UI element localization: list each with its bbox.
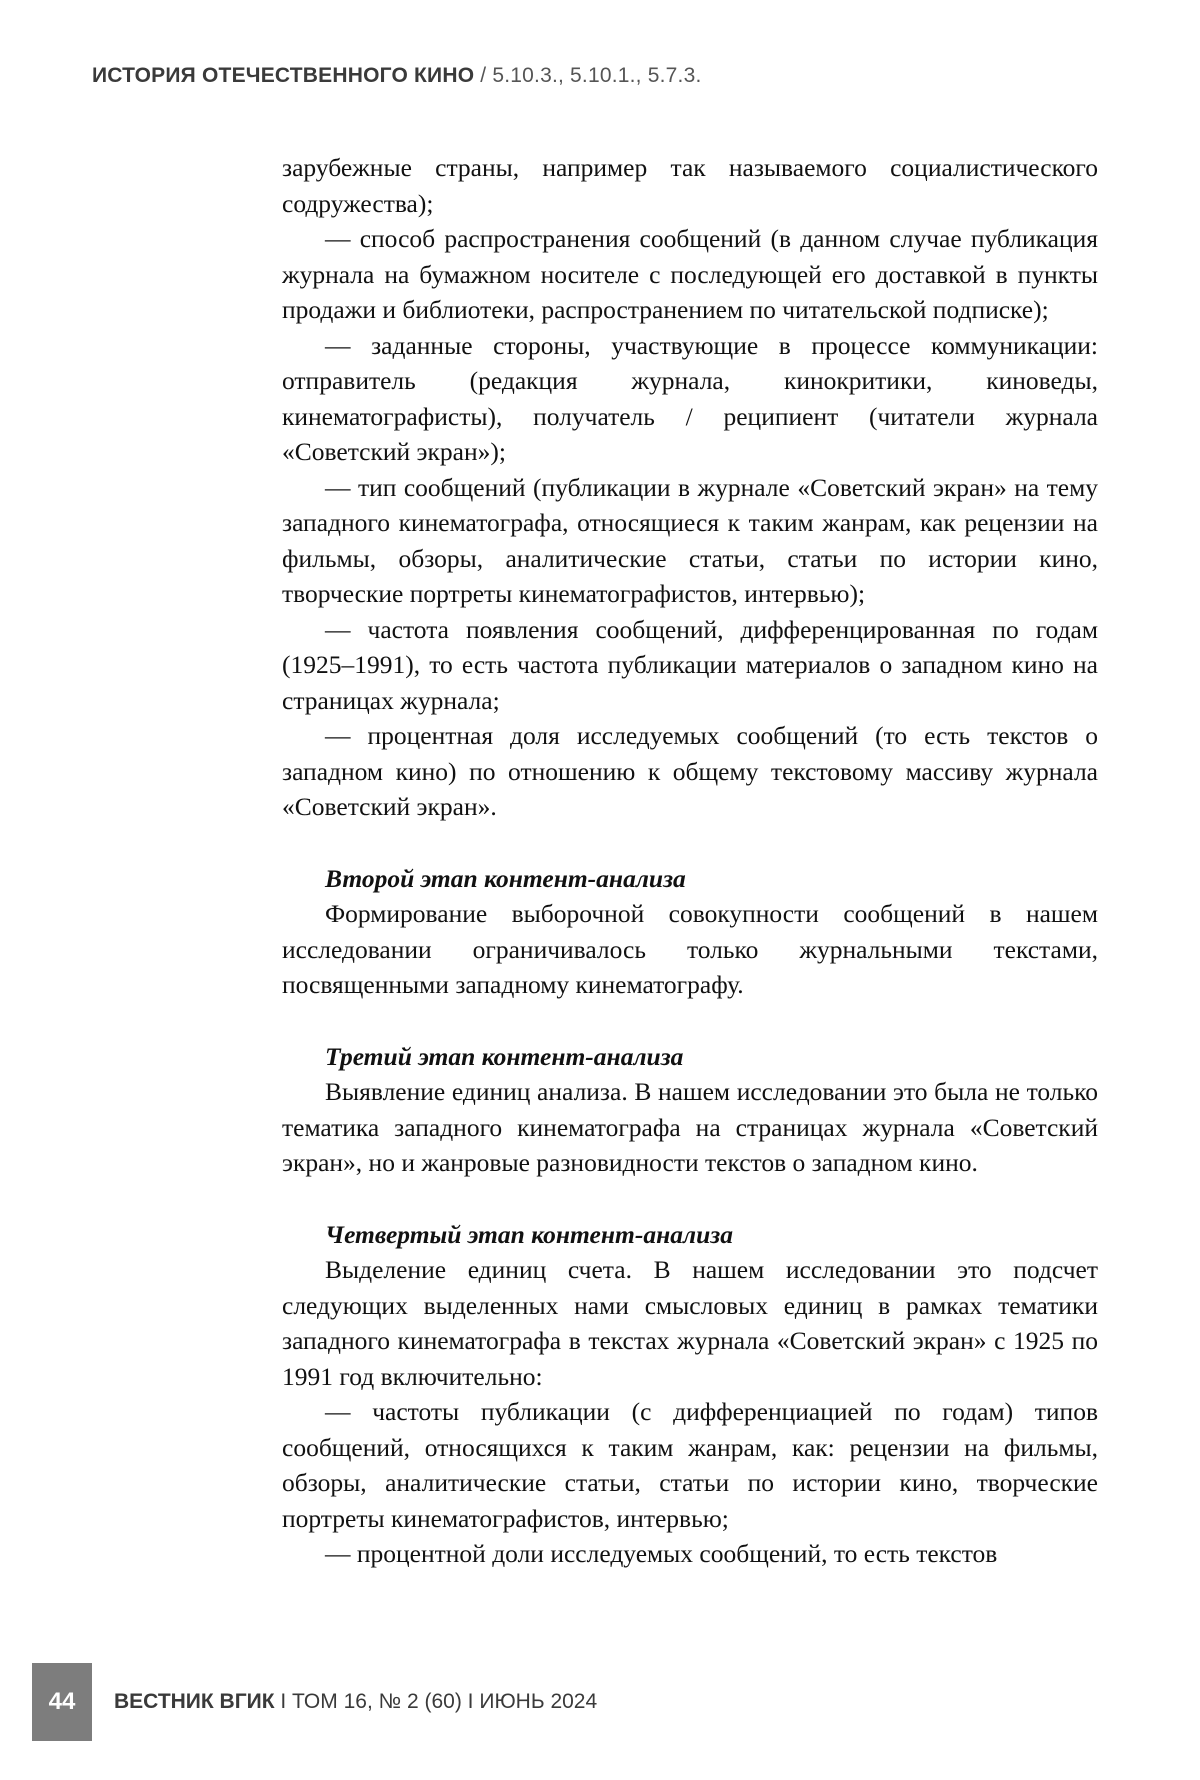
page-number: 44 xyxy=(32,1663,92,1741)
list-item: — процентная доля исследуемых сообщений (то есть текстов о западном кино) по отношению к общему текстовому массиву журнала «Советский экран». xyxy=(282,721,1098,821)
paragraph: Формирование выборочной совокупности сообщений в нашем исследовании ограничивалось только журнальными текстами, посвященными западному кинематографу. xyxy=(282,899,1098,999)
spacer xyxy=(282,1003,1098,1039)
page-footer xyxy=(32,1663,597,1741)
journal-name: ВЕСТНИК ВГИК xyxy=(114,1690,275,1713)
list-item: — заданные стороны, участвующие в процессе коммуникации: отправитель (редакция журнала, кинокритики, киноведы, кинематографисты), получатель / реципиент (читатели журнала «Советский экран»); xyxy=(282,330,1098,466)
list-item: — тип сообщений (публикации в журнале «Советский экран» на тему западного кинематографа, относящиеся к таким жанрам, как рецензии на фильмы, обзоры, аналитические статьи, статьи по истории кино, творческие портреты кинематографистов, интервью); xyxy=(282,472,1098,608)
running-header xyxy=(92,64,702,88)
journal-info xyxy=(114,1690,597,1714)
list-item: — частоты публикации (с дифференциацией по годам) типов сообщений, относящихся к таким жанрам, как: рецензии на фильмы, обзоры, аналитические статьи, статьи по истории кино, творческие портреты кинематографистов, интервью; xyxy=(282,1397,1098,1533)
paragraph: Выявление единиц анализа. В нашем исследовании это была не только тематика западного кинематографа на страницах журнала «Советский экран», но и жанровые разновидности текстов о западном кино. xyxy=(282,1077,1098,1177)
section-heading: Третий этап контент-анализа xyxy=(325,1041,684,1071)
section-rubric: ИСТОРИЯ ОТЕЧЕСТВЕННОГО КИНО xyxy=(92,64,475,87)
list-item: — частота появления сообщений, дифференцированная по годам (1925–1991), то есть частота публикации материалов о западном кино на страницах журнала; xyxy=(282,614,1098,715)
article-body xyxy=(282,150,1098,1572)
specialty-codes: / 5.10.3., 5.10.1., 5.7.3. xyxy=(474,64,702,87)
paragraph: Выделение единиц счета. В нашем исследовании это подсчет следующих выделенных нами смысловых единиц в рамках тематики западного кинематографа в текстах журнала «Советский экран» с 1925 по 1991 год включительно: xyxy=(282,1255,1098,1391)
section-heading: Четвертый этап контент-анализа xyxy=(325,1219,733,1249)
issue-info: I ТОМ 16, № 2 (60) I ИЮНЬ 2024 xyxy=(274,1690,598,1713)
list-item: — способ распространения сообщений (в данном случае публикация журнала на бумажном носителе с последующей его доставкой в пункты продажи и библиотеки, распространением по читательской подписке); xyxy=(282,224,1098,324)
section-heading: Второй этап контент-анализа xyxy=(325,863,686,893)
list-item: — процентной доли исследуемых сообщений, то есть текстов xyxy=(325,1539,998,1568)
spacer xyxy=(282,825,1098,861)
spacer xyxy=(282,1181,1098,1217)
paragraph: зарубежные страны, например так называемого социалистического содружества); xyxy=(282,153,1098,218)
